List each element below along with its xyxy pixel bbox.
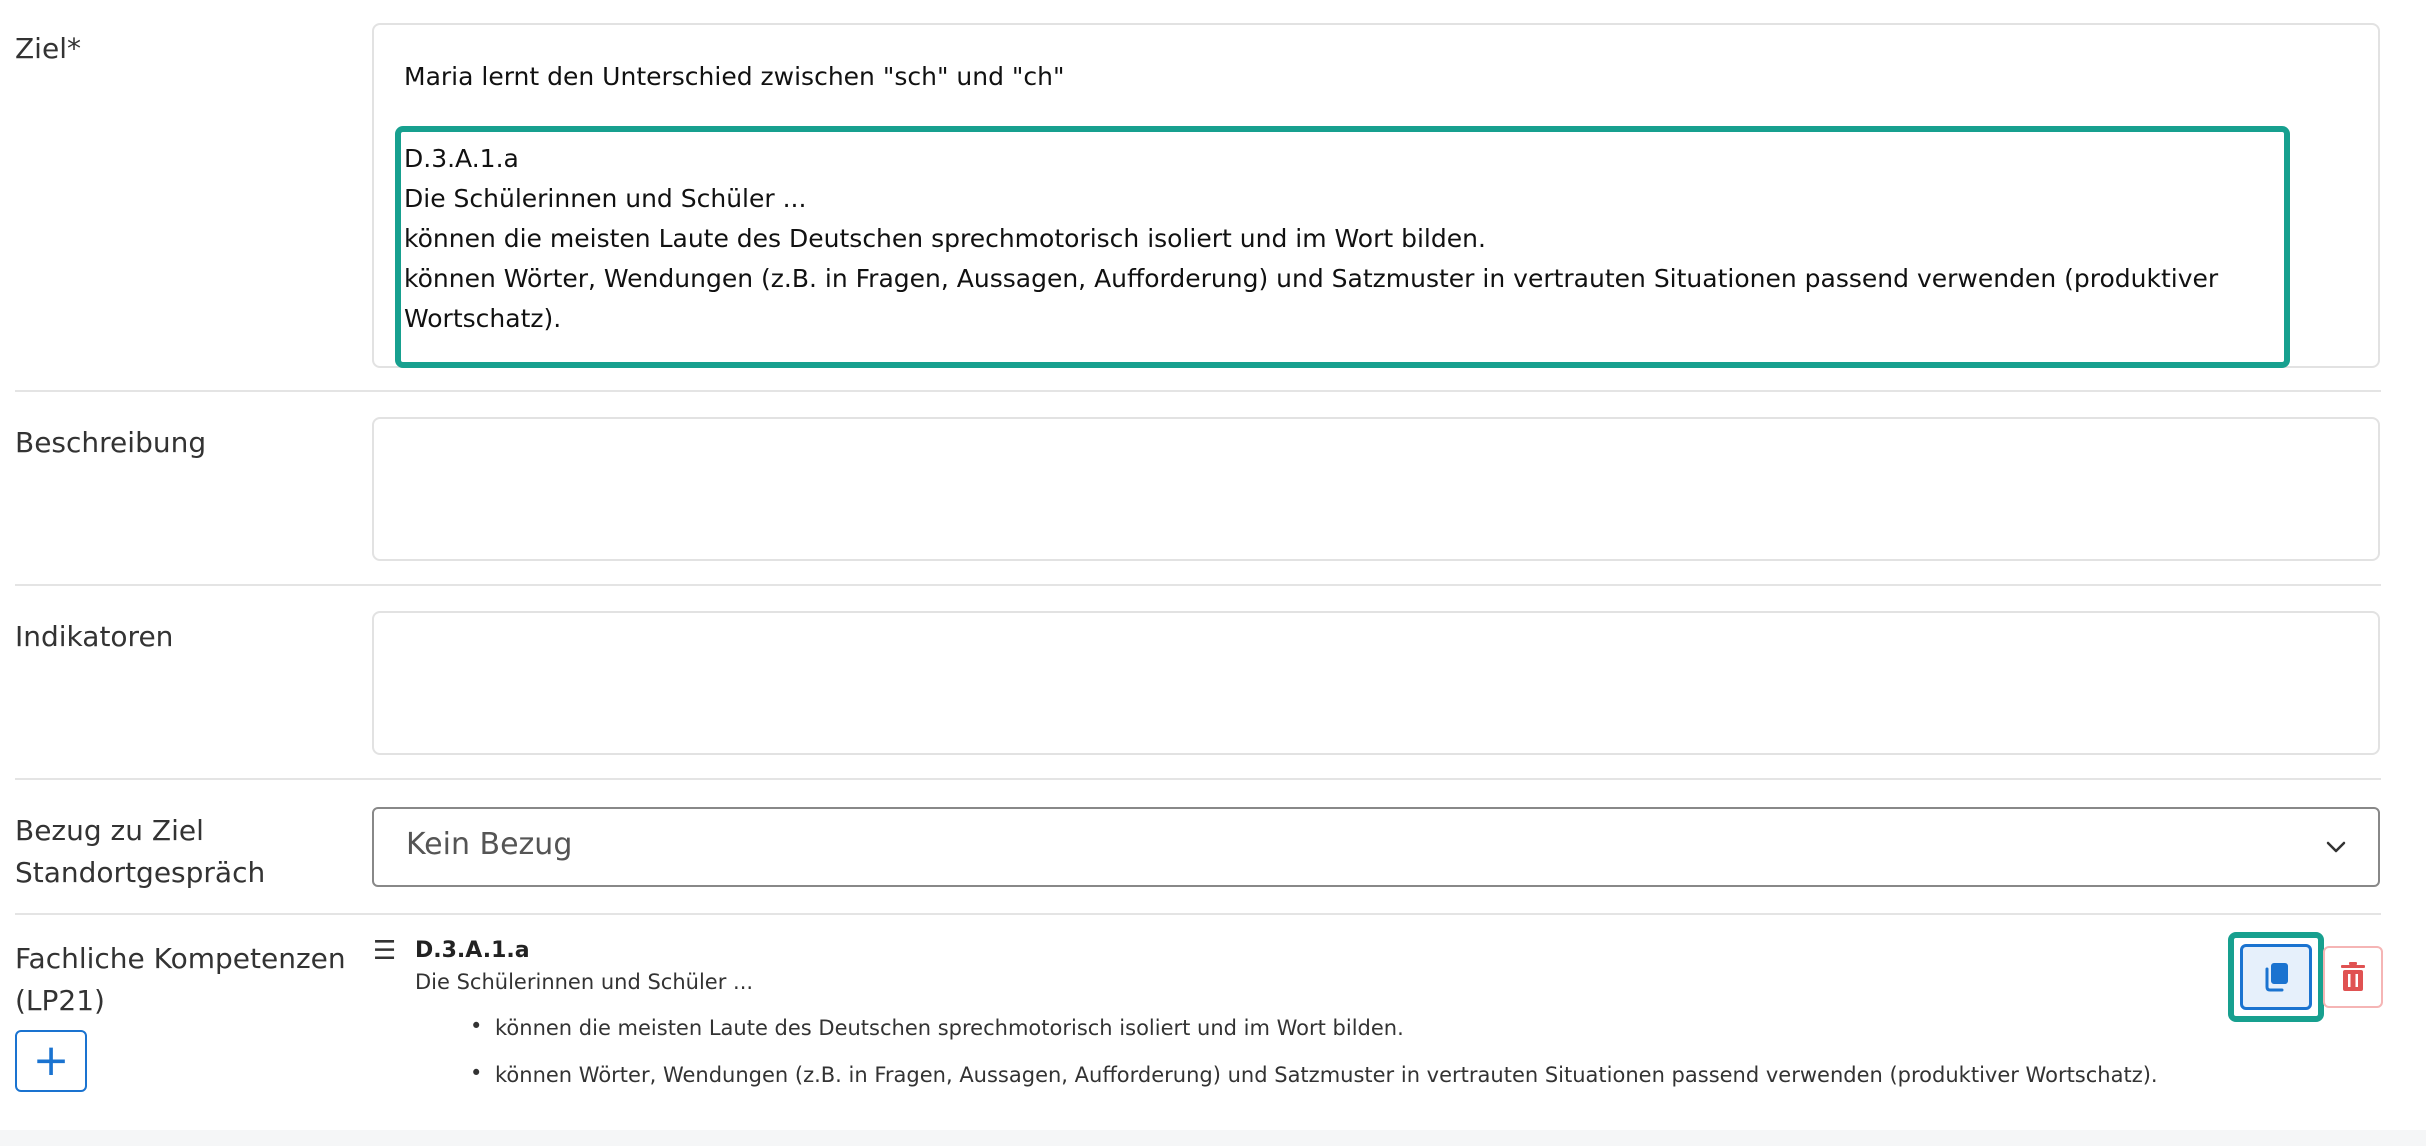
add-kompetenz-button[interactable] — [15, 1030, 87, 1092]
copy-button[interactable] — [2240, 944, 2312, 1010]
footer-strip — [0, 1130, 2426, 1146]
kompetenz-bullet-text: können die meisten Laute des Deutschen sprechmotorisch isoliert und im Wort bilden. — [495, 1016, 1404, 1040]
kompetenz-bullet-text: können Wörter, Wendungen (z.B. in Fragen, Aussagen, Aufforderung) und Satzmuster in vertrauten Situationen passend verwenden (produktiver Wortschatz). — [495, 1063, 2158, 1087]
ziel-label: Ziel* — [15, 32, 81, 65]
drag-handle-icon[interactable]: ☰ — [373, 936, 397, 966]
beschreibung-textarea[interactable] — [372, 417, 2380, 561]
divider — [15, 913, 2381, 915]
ziel-item2-cont: Wortschatz). — [404, 304, 562, 333]
kompetenz-code: D.3.A.1.a — [415, 938, 530, 963]
beschreibung-label: Beschreibung — [15, 426, 207, 459]
trash-icon — [2339, 961, 2367, 993]
divider — [15, 778, 2381, 780]
delete-button[interactable] — [2323, 946, 2383, 1008]
kompetenz-intro: Die Schülerinnen und Schüler ... — [415, 970, 754, 994]
divider — [15, 390, 2381, 392]
kompetenzen-label-line1: Fachliche Kompetenzen — [15, 942, 346, 975]
bezug-label-line2: Standortgespräch — [15, 856, 266, 889]
ziel-code: D.3.A.1.a — [404, 144, 519, 173]
divider — [15, 584, 2381, 586]
copy-button-highlight — [2228, 932, 2324, 1022]
indikatoren-textarea[interactable] — [372, 611, 2380, 755]
chevron-down-icon — [2324, 835, 2348, 859]
ziel-highlight-box — [395, 126, 2290, 368]
copy-icon — [2261, 961, 2291, 993]
bezug-selected-value: Kein Bezug — [406, 827, 573, 862]
ziel-item2: können Wörter, Wendungen (z.B. in Fragen, Aussagen, Aufforderung) und Satzmuster in vertrauten Situationen passend verwenden (produktiver — [404, 264, 2219, 293]
ziel-line1: Maria lernt den Unterschied zwischen "sch" und "ch" — [404, 62, 1065, 91]
ziel-item1: können die meisten Laute des Deutschen sprechmotorisch isoliert und im Wort bilden. — [404, 224, 1486, 253]
bezug-label-line1: Bezug zu Ziel — [15, 814, 204, 847]
plus-icon: + — [32, 1035, 70, 1086]
indikatoren-label: Indikatoren — [15, 620, 174, 653]
ziel-intro: Die Schülerinnen und Schüler ... — [404, 184, 807, 213]
kompetenzen-label-line2: (LP21) — [15, 984, 105, 1017]
bezug-select[interactable] — [372, 807, 2380, 887]
